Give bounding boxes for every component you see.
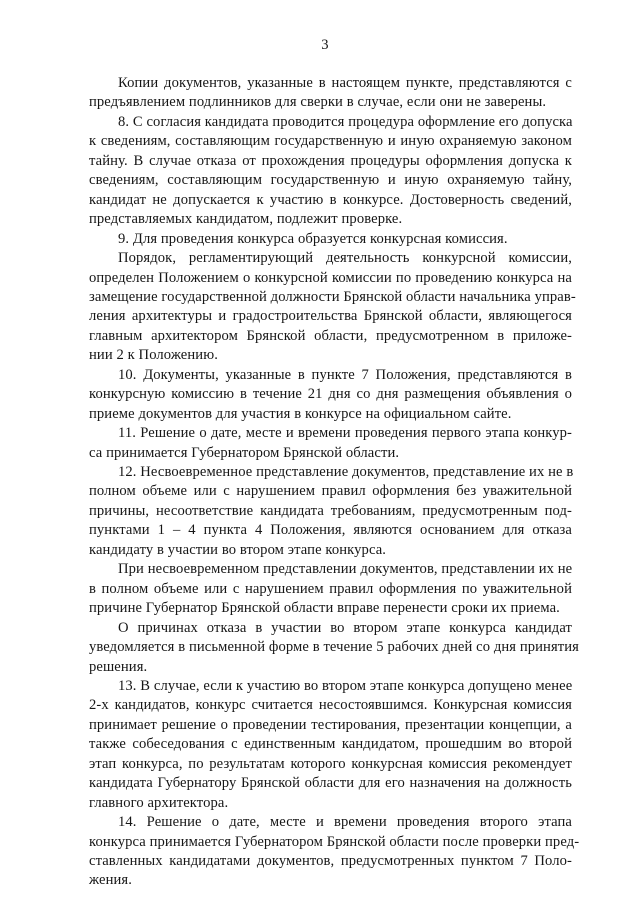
text-line: сведениям, составляющим государственную и иную охраняемую тайну, — [89, 172, 572, 189]
text-line: О причинах отказа в участии во втором этапе конкурса кандидат — [118, 619, 572, 636]
text-line: определен Положением о конкурсной комиссии по проведению конкурса на — [89, 269, 572, 286]
text-line: главного архитектора. — [89, 794, 229, 811]
text-line: ления архитектуры и градостроительства Брянской области, являющегося — [89, 308, 572, 325]
text-line: са принимается Губернатором Брянской области. — [89, 444, 400, 461]
text-line: 12. Несвоевременное представление документов, представление их не в — [118, 464, 574, 480]
text-line: нии 2 к Положению. — [89, 347, 218, 364]
text-line: 11. Решение о дате, месте и времени проведения первого этапа конкур- — [118, 425, 572, 442]
text-line: уведомляется в письменной форме в течение 5 рабочих дней со дня принятия — [89, 639, 579, 656]
text-line: причины, несоответствие кандидата требованиям, предусмотренным под- — [89, 502, 572, 519]
text-line: 9. Для проведения конкурса образуется конкурсная комиссия. — [118, 230, 508, 247]
text-line: Копии документов, указанные в настоящем пункте, представляются с — [118, 75, 572, 91]
text-line: предъявлением подлинников для сверки в случае, если они не заверены. — [89, 94, 547, 111]
text-line: 8. С согласия кандидата проводится процедура оформление его допуска — [118, 113, 573, 130]
page-number: 3 — [321, 37, 329, 53]
text-line: главным архитектором Брянской области, предусмотренном в приложе- — [89, 327, 572, 344]
text-line: в полном объеме или с нарушением правил оформления по уважительной — [89, 580, 572, 597]
text-line: кандидата Губернатору Брянской области для его назначения на должность — [89, 775, 572, 792]
text-line: также собеседования с единственным кандидатом, прошедшим во второй — [89, 736, 572, 753]
text-line: этап конкурса, по результатам которого конкурсная комиссия рекомендует — [89, 755, 572, 772]
text-line: замещение государственной должности Брянской области начальника управ- — [89, 288, 576, 305]
text-line: кандидат не допускается к участию в конкурсе. Достоверность сведений, — [89, 191, 572, 208]
text-line: решения. — [89, 658, 148, 675]
text-line: жения. — [89, 872, 132, 889]
text-line: ставленных кандидатами документов, предусмотренных пунктом 7 Поло- — [89, 853, 572, 869]
text-line: 10. Документы, указанные в пункте 7 Положения, представляются в — [118, 366, 572, 383]
text-line: 13. В случае, если к участию во втором этапе конкурса допущено менее — [118, 677, 573, 694]
text-line: конкурсную комиссию в течение 21 дня со дня размещения объявления о — [89, 386, 572, 403]
text-line: При несвоевременном представлении документов, представлении их не — [118, 561, 573, 578]
text-line: 2-х кандидатов, конкурс считается несостоявшимся. Конкурсная комиссия — [89, 697, 572, 714]
text-line: представляемых кандидатом, подлежит проверке. — [89, 211, 403, 228]
text-line: пунктами 1 – 4 пункта 4 Положения, являются основанием для отказа — [89, 522, 572, 539]
text-line: конкурса принимается Губернатором Брянской области после проверки пред- — [89, 833, 580, 850]
text-line: Порядок, регламентирующий деятельность конкурсной комиссии, — [118, 250, 572, 267]
text-line: причине Губернатор Брянской области вправе перенести сроки их приема. — [89, 600, 560, 617]
text-line: тайну. В случае отказа от прохождения процедуры оформления допуска к — [89, 152, 572, 169]
text-line: полном объеме или с нарушением правил оформления без уважительной — [89, 483, 572, 500]
text-line: 14. Решение о дате, месте и времени проведения второго этапа — [118, 814, 572, 831]
text-line: принимает решение о проведении тестирования, презентации концепции, а — [89, 716, 572, 733]
text-line: кандидату в участии во втором этапе конкурса. — [89, 541, 387, 558]
text-line: к сведениям, составляющим государственную и иную охраняемую законом — [89, 133, 572, 150]
text-line: приеме документов для участия в конкурсе на официальном сайте. — [89, 405, 512, 422]
